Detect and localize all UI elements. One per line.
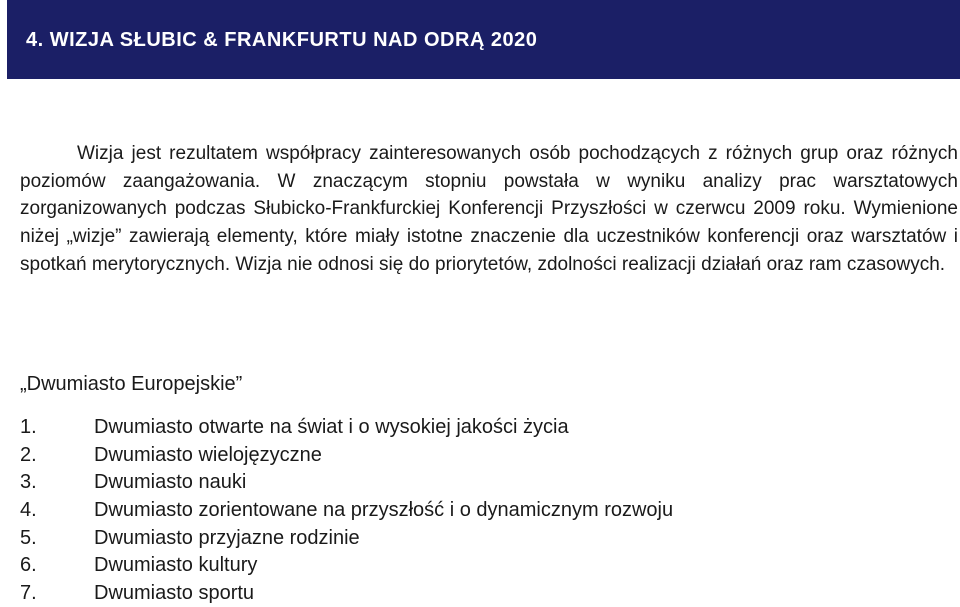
section-title: 4. WIZJA SŁUBIC & FRANKFURTU NAD ODRĄ 2020: [26, 29, 538, 51]
list-item: [20, 580, 673, 607]
list-item-number: 5.: [20, 526, 37, 549]
list-item-label: Dwumiasto sportu: [94, 582, 255, 605]
list-item-number: 3.: [20, 471, 37, 494]
list-item-number: 1.: [20, 416, 37, 438]
list-item-number: 6.: [20, 554, 37, 577]
list-item: [20, 525, 673, 553]
list-item-label: Dwumiasto wielojęzyczne: [94, 443, 322, 466]
section-header-bar: [7, 0, 960, 79]
list-item: [20, 552, 673, 580]
list-item-number: 4.: [20, 499, 37, 522]
list-item-label: Dwumiasto zorientowane na przyszłość i o dynamicznym rozwoju: [94, 499, 674, 522]
vision-heading: „Dwumiasto Europejskie”: [20, 373, 243, 395]
list-item-number: 2.: [20, 443, 37, 466]
list-item: [20, 497, 673, 525]
vision-list: [20, 414, 673, 607]
list-item: [20, 442, 673, 470]
list-item-label: Dwumiasto otwarte na świat i o wysokiej jakości życia: [94, 416, 569, 438]
list-item-label: Dwumiasto kultury: [94, 554, 258, 577]
list-item: [20, 414, 673, 442]
list-item-number: 7.: [20, 582, 37, 605]
list-item-label: Dwumiasto nauki: [94, 471, 247, 494]
intro-paragraph: Wizja jest rezultatem współpracy zainteresowanych osób pochodzących z różnych grup oraz różnych poziomów zaangażowania. W znaczącym stopniu powstała w wyniku analizy prac warsztatowych zorganizowanych podczas Słubicko-Frankfurckiej Konferencji Przyszłości w czerwcu 2009 roku. Wymienione niżej „wizje” zawierają elementy, które miały istotne znaczenie dla uczestników konferencji oraz warsztatów i spotkań merytorycznych. Wizja nie odnosi się do priorytetów, zdolności realizacji działań oraz ram czasowych.: [20, 143, 958, 275]
list-item-label: Dwumiasto przyjazne rodzinie: [94, 526, 360, 549]
list-item: [20, 469, 673, 497]
